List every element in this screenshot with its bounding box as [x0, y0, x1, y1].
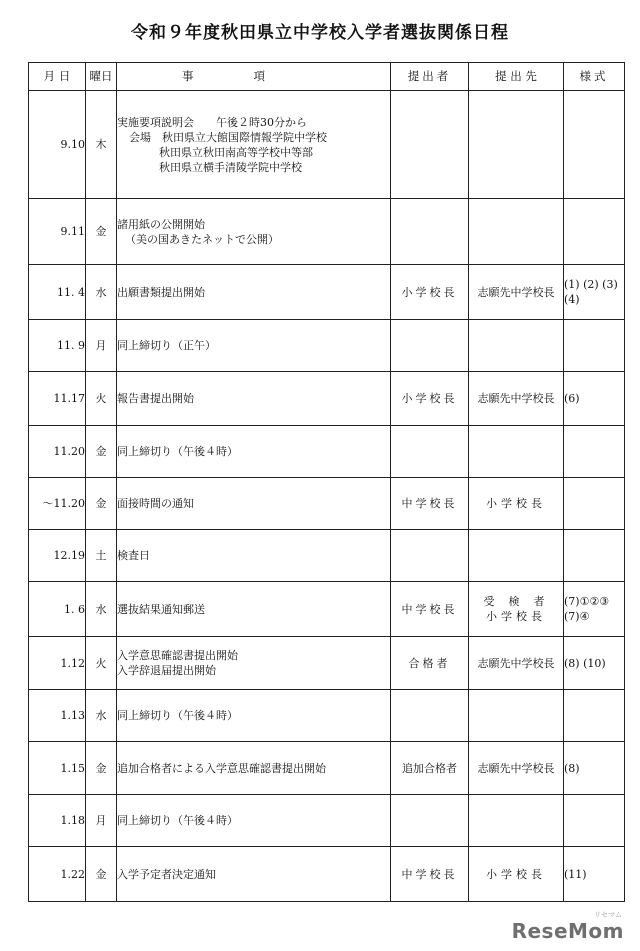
row-dow: 金 [86, 847, 117, 902]
header-form: 様式 [564, 63, 625, 91]
table-row [29, 690, 625, 742]
event-time: 午後２時30分から [216, 115, 307, 129]
table-row [29, 847, 625, 902]
row-date: 1.15 [29, 742, 86, 795]
row-destination: 志願先中学校長 [469, 372, 564, 426]
event-text: 入学辞退届提出開始 [117, 664, 216, 677]
row-form: (6) [564, 372, 625, 426]
row-form [564, 690, 625, 742]
row-form [564, 478, 625, 530]
destination-line: 小学校長 [486, 610, 546, 623]
row-dow: 金 [86, 742, 117, 795]
row-dow: 火 [86, 637, 117, 690]
row-destination: 小学校長 [469, 847, 564, 902]
table-row [29, 795, 625, 847]
row-destination: 小学校長 [469, 478, 564, 530]
row-event: 入学予定者決定通知 [117, 847, 391, 902]
row-event [117, 637, 391, 690]
header-date: 月 日 [29, 63, 86, 91]
row-submitter [391, 91, 469, 199]
row-destination: 志願先中学校長 [469, 742, 564, 795]
row-event: 同上締切り（午後４時） [117, 795, 391, 847]
row-submitter [391, 530, 469, 582]
row-submitter: 小学校長 [391, 372, 469, 426]
table-row [29, 530, 625, 582]
row-event: 報告書提出開始 [117, 372, 391, 426]
row-date: 11. 4 [29, 265, 86, 320]
row-dow: 月 [86, 320, 117, 372]
row-dow: 火 [86, 372, 117, 426]
row-date: 11. 9 [29, 320, 86, 372]
logo-text: ReseMom [511, 919, 624, 943]
row-form [564, 91, 625, 199]
row-date: 1.18 [29, 795, 86, 847]
row-destination [469, 426, 564, 478]
row-dow: 金 [86, 199, 117, 265]
row-form: (11) [564, 847, 625, 902]
row-form: (8) (10) [564, 637, 625, 690]
row-destination [469, 320, 564, 372]
row-form: (8) [564, 742, 625, 795]
row-destination [469, 690, 564, 742]
table-row [29, 426, 625, 478]
row-destination [469, 795, 564, 847]
row-form [564, 426, 625, 478]
event-venue: 会場 秋田県立大館国際情報学院中学校 [129, 130, 327, 144]
row-date: 1.13 [29, 690, 86, 742]
row-dow: 水 [86, 690, 117, 742]
row-submitter [391, 426, 469, 478]
row-form: (7)①②③ (7)④ [564, 582, 625, 637]
row-destination: 志願先中学校長 [469, 265, 564, 320]
event-text: 入学意思確認書提出開始 [117, 649, 238, 662]
row-submitter [391, 320, 469, 372]
header-submitter: 提出者 [391, 63, 469, 91]
row-date: ～11.20 [29, 478, 86, 530]
row-event: 同上締切り（午後４時） [117, 690, 391, 742]
row-dow: 水 [86, 582, 117, 637]
table-row [29, 582, 625, 637]
row-event: 出願書類提出開始 [117, 265, 391, 320]
table-row [29, 372, 625, 426]
row-date: 11.17 [29, 372, 86, 426]
row-submitter: 中学校長 [391, 847, 469, 902]
row-submitter: 中学校長 [391, 582, 469, 637]
destination-line: 受検者 [483, 595, 559, 608]
row-form [564, 320, 625, 372]
row-date: 1.12 [29, 637, 86, 690]
row-event: 面接時間の通知 [117, 478, 391, 530]
event-note: （美の国あきたネットで公開） [125, 232, 279, 246]
row-submitter: 合格者 [391, 637, 469, 690]
row-dow: 金 [86, 426, 117, 478]
row-destination: 志願先中学校長 [469, 637, 564, 690]
row-form [564, 795, 625, 847]
row-event: 選抜結果通知郵送 [117, 582, 391, 637]
header-row [29, 63, 625, 91]
logo-kana: リセマム [594, 911, 622, 919]
row-destination [469, 199, 564, 265]
row-dow: 金 [86, 478, 117, 530]
row-date: 9.11 [29, 199, 86, 265]
row-date: 1. 6 [29, 582, 86, 637]
table-row [29, 320, 625, 372]
row-form: (1) (2) (3) (4) [564, 265, 625, 320]
row-dow: 月 [86, 795, 117, 847]
row-dow: 土 [86, 530, 117, 582]
row-submitter [391, 795, 469, 847]
event-text: 諸用紙の公開開始 [117, 217, 205, 231]
row-form [564, 530, 625, 582]
table-row [29, 742, 625, 795]
row-date: 1.22 [29, 847, 86, 902]
row-date: 9.10 [29, 91, 86, 199]
header-dow: 曜日 [86, 63, 117, 91]
row-event: 追加合格者による入学意思確認書提出開始 [117, 742, 391, 795]
row-dow: 木 [86, 91, 117, 199]
row-submitter: 小学校長 [391, 265, 469, 320]
row-submitter: 中学校長 [391, 478, 469, 530]
table-row [29, 637, 625, 690]
row-submitter: 追加合格者 [391, 742, 469, 795]
row-submitter [391, 690, 469, 742]
event-venue-school: 秋田県立秋田南高等学校中等部 [159, 145, 313, 159]
event-venue-school: 秋田県立横手清陵学院中学校 [159, 160, 302, 174]
row-destination [469, 530, 564, 582]
schedule-table [28, 62, 625, 902]
row-event: 同上締切り（正午） [117, 320, 391, 372]
row-date: 12.19 [29, 530, 86, 582]
table-row [29, 91, 625, 199]
event-text: 実施要項説明会 [117, 115, 194, 129]
row-submitter [391, 199, 469, 265]
row-date: 11.20 [29, 426, 86, 478]
resemom-logo [511, 911, 624, 943]
row-event [117, 91, 391, 199]
row-event [117, 199, 391, 265]
row-event: 同上締切り（午後４時） [117, 426, 391, 478]
row-destination [469, 91, 564, 199]
header-event: 事項 [117, 63, 391, 91]
table-row [29, 199, 625, 265]
table-row [29, 478, 625, 530]
row-event: 検査日 [117, 530, 391, 582]
row-dow: 水 [86, 265, 117, 320]
row-destination [469, 582, 564, 637]
page-title: 令和９年度秋田県立中学校入学者選抜関係日程 [131, 23, 509, 43]
header-destination: 提 出 先 [469, 63, 564, 91]
row-form [564, 199, 625, 265]
table-row [29, 265, 625, 320]
